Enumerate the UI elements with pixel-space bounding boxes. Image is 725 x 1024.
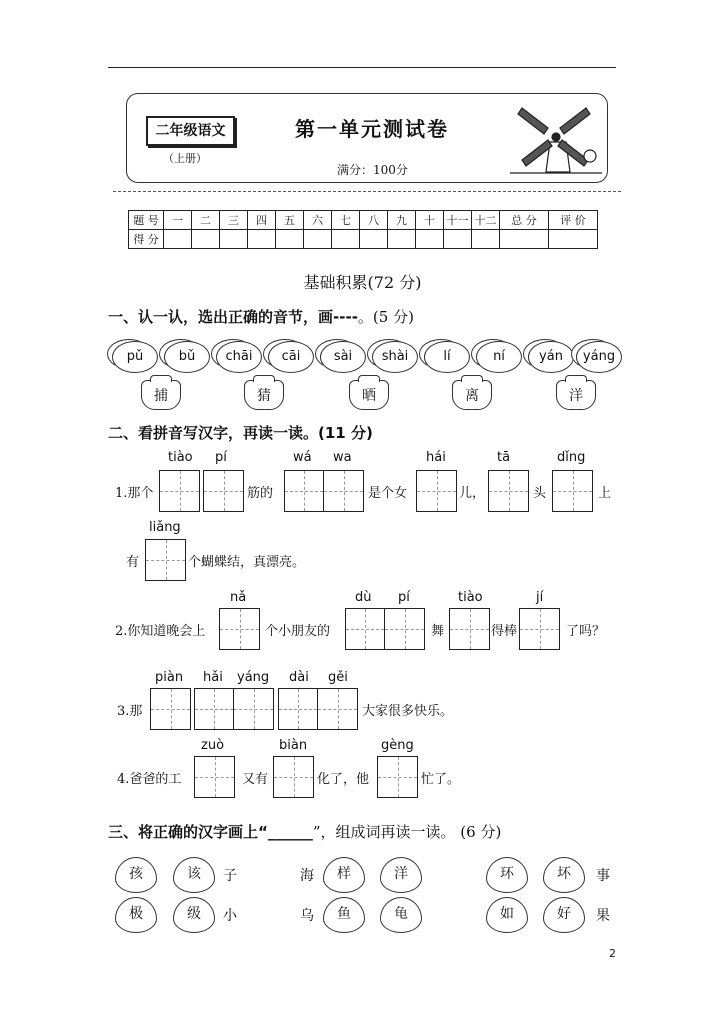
word-suffix: 子 [223, 868, 237, 884]
heart-choice[interactable]: 极 [115, 897, 157, 933]
windmill-blade [518, 108, 548, 134]
syllable-cloud[interactable]: yáng [576, 341, 622, 373]
pinyin: hǎi [203, 670, 223, 685]
heart-choice[interactable]: 孩 [115, 857, 157, 893]
score-cell[interactable] [360, 230, 388, 249]
score-cell[interactable] [444, 230, 472, 249]
character-pot: 猜 [244, 380, 284, 410]
score-cell[interactable] [549, 230, 598, 249]
pinyin: gěi [328, 670, 348, 685]
heart-choice[interactable]: 洋 [380, 857, 422, 893]
pinyin: jí [536, 590, 544, 605]
heart-choice[interactable]: 如 [486, 897, 528, 933]
tianzige-cell[interactable] [285, 471, 324, 511]
score-table-header-row [129, 211, 598, 230]
syllable-cloud[interactable]: yán [528, 341, 574, 373]
q1-title-text: 一、认一认，选出正确的音节，画 [108, 308, 334, 326]
character-pot: 晒 [349, 380, 389, 410]
syllable-cloud[interactable]: lí [424, 341, 470, 373]
word-prefix: 海 [300, 868, 314, 884]
tianzige-cell[interactable] [318, 689, 357, 729]
pinyin: dài [289, 670, 309, 685]
pinyin: dù [355, 590, 372, 605]
heart-choice[interactable]: 龟 [380, 897, 422, 933]
tianzige-cell[interactable] [553, 471, 592, 511]
score-cell[interactable] [332, 230, 360, 249]
pinyin: piàn [155, 670, 184, 685]
tianzige-cell[interactable] [234, 689, 273, 729]
score-cell[interactable] [388, 230, 416, 249]
writing-box[interactable] [449, 608, 490, 650]
table-cell: 八 [360, 211, 388, 230]
sentence-text: 了吗？ [566, 624, 606, 639]
pinyin: tiào [168, 450, 193, 465]
heart-choice[interactable]: 该 [173, 857, 215, 893]
q3-title-end: ”，组成词再读一读。 (6 分) [312, 823, 502, 841]
windmill-blade [560, 108, 590, 134]
section-title: 基础积累(72 分) [303, 273, 422, 292]
writing-box[interactable] [194, 756, 235, 798]
tianzige-cell[interactable] [220, 609, 259, 649]
page-number: 2 [609, 947, 616, 960]
writing-box[interactable] [145, 539, 186, 581]
table-cell: 五 [276, 211, 304, 230]
writing-box[interactable] [519, 608, 560, 650]
q2-title: 二、看拼音写汉字，再读一读。(11 分) [108, 424, 373, 442]
tianzige-cell[interactable] [160, 471, 199, 511]
score-cell[interactable] [500, 230, 549, 249]
pinyin: pí [398, 590, 410, 605]
table-cell: 十二 [472, 211, 500, 230]
syllable-cloud[interactable]: shài [372, 341, 418, 373]
writing-box[interactable] [150, 688, 191, 730]
windmill-illustration [510, 98, 602, 178]
sentence-text: 又有 [242, 772, 269, 787]
semester-label: （上册） [163, 152, 207, 165]
writing-box[interactable] [219, 608, 260, 650]
syllable-cloud[interactable]: sài [320, 341, 366, 373]
table-cell: 题 号 [129, 211, 164, 230]
writing-box[interactable] [278, 688, 358, 730]
q3-title-text: 三、将正确的汉字画上“ [108, 823, 268, 841]
dotted-divider [113, 191, 621, 192]
tianzige-cell[interactable] [378, 757, 417, 797]
word-suffix: 事 [596, 868, 610, 884]
score-cell[interactable] [276, 230, 304, 249]
score-cell[interactable] [192, 230, 220, 249]
sentence-text: 个小朋友的 [265, 624, 331, 639]
tianzige-cell[interactable] [489, 471, 528, 511]
score-cell[interactable] [248, 230, 276, 249]
sentence-text: 上 [598, 486, 612, 501]
table-cell: 六 [304, 211, 332, 230]
table-cell: 得 分 [129, 230, 164, 249]
sentence-text: 3.那 [117, 704, 143, 719]
heart-choice[interactable]: 级 [173, 897, 215, 933]
tianzige-cell[interactable] [385, 609, 424, 649]
page-title: 第一单元测试卷 [295, 117, 449, 141]
score-cell[interactable] [416, 230, 444, 249]
score-table [128, 210, 598, 249]
table-cell: 九 [388, 211, 416, 230]
tianzige-cell[interactable] [204, 471, 243, 511]
heart-choice[interactable]: 好 [543, 897, 585, 933]
score-cell[interactable] [472, 230, 500, 249]
q1-title [108, 306, 414, 327]
syllable-cloud[interactable]: pǔ [112, 341, 158, 373]
sentence-text: 4.爸爸的工 [117, 772, 182, 787]
writing-box[interactable] [488, 470, 529, 512]
heart-choice[interactable]: 坏 [543, 857, 585, 893]
table-cell: 十一 [444, 211, 472, 230]
tianzige-cell[interactable] [417, 471, 456, 511]
table-cell: 四 [248, 211, 276, 230]
table-cell: 总 分 [500, 211, 549, 230]
table-cell: 三 [220, 211, 248, 230]
pinyin: yáng [237, 670, 270, 685]
writing-box[interactable] [194, 688, 274, 730]
windmill-hub [552, 133, 560, 141]
sentence-text: 头 [533, 486, 547, 501]
heart-choice[interactable]: 鱼 [323, 897, 365, 933]
pinyin: pí [215, 450, 227, 465]
word-suffix: 果 [596, 908, 610, 924]
pinyin: nǎ [230, 590, 247, 605]
pinyin: gèng [381, 738, 414, 753]
tianzige-cell[interactable] [151, 689, 190, 729]
tianzige-cell[interactable] [195, 757, 234, 797]
pinyin: hái [426, 450, 446, 465]
q3-title [108, 821, 501, 842]
syllable-cloud[interactable]: cāi [268, 341, 314, 373]
q3-blank-mark: ______ [267, 823, 313, 841]
writing-box[interactable] [552, 470, 593, 512]
score-table-score-row [129, 230, 598, 249]
word-suffix: 小 [223, 908, 237, 924]
pinyin: wá [293, 450, 312, 465]
word-prefix: 乌 [300, 908, 314, 924]
pinyin: liǎng [149, 520, 181, 535]
writing-box[interactable] [377, 756, 418, 798]
score-cell[interactable] [164, 230, 192, 249]
table-cell: 二 [192, 211, 220, 230]
pinyin: biàn [279, 738, 308, 753]
grade-badge: 二年级语文 [146, 116, 235, 146]
full-score: 满分：100分 [337, 163, 408, 177]
sentence-text: 个蝴蝶结，真漂亮。 [188, 555, 306, 570]
tianzige-cell[interactable] [274, 757, 313, 797]
tianzige-cell[interactable] [520, 609, 559, 649]
pinyin: zuò [201, 738, 225, 753]
sentence-text: 是个女 [368, 486, 408, 501]
tianzige-cell[interactable] [324, 471, 363, 511]
q1-underline-mark: ---- [333, 308, 358, 326]
tianzige-cell[interactable] [279, 689, 318, 729]
heart-choice[interactable]: 样 [323, 857, 365, 893]
writing-box[interactable] [159, 470, 200, 512]
table-cell: 十 [416, 211, 444, 230]
sentence-text: 化了，他 [317, 772, 370, 787]
writing-box[interactable] [284, 470, 364, 512]
tree-icon [584, 150, 596, 162]
pinyin: tā [497, 450, 511, 465]
score-cell[interactable] [220, 230, 248, 249]
score-cell[interactable] [304, 230, 332, 249]
pinyin: wa [333, 450, 352, 465]
tianzige-cell[interactable] [450, 609, 489, 649]
writing-box[interactable] [203, 470, 244, 512]
character-pot: 洋 [556, 380, 596, 410]
writing-box[interactable] [345, 608, 425, 650]
heart-choice[interactable]: 环 [486, 857, 528, 893]
syllable-cloud[interactable]: bǔ [164, 341, 210, 373]
tianzige-cell[interactable] [346, 609, 385, 649]
character-pot: 离 [452, 380, 492, 410]
character-pot: 捕 [141, 380, 181, 410]
writing-box[interactable] [416, 470, 457, 512]
sentence-text: 2.你知道晚会上 [115, 624, 206, 639]
writing-box[interactable] [273, 756, 314, 798]
syllable-cloud[interactable]: ní [476, 341, 522, 373]
pinyin: dǐng [557, 450, 586, 465]
pinyin: tiào [458, 590, 483, 605]
tianzige-cell[interactable] [146, 540, 185, 580]
table-cell: 七 [332, 211, 360, 230]
sentence-text: 忙了。 [421, 772, 461, 787]
table-cell: 一 [164, 211, 192, 230]
tianzige-cell[interactable] [195, 689, 234, 729]
top-rule [108, 67, 616, 68]
sentence-text: 筋的 [247, 486, 274, 501]
q1-title-end: 。(5 分) [357, 308, 414, 326]
sentence-text: 舞 [431, 624, 445, 639]
sentence-text: 儿， [459, 486, 486, 501]
syllable-cloud[interactable]: chāi [216, 341, 262, 373]
sentence-text: 1.那个 [115, 486, 154, 501]
table-cell: 评 价 [549, 211, 598, 230]
sentence-text: 大家很多快乐。 [362, 704, 454, 719]
sentence-text: 有 [126, 555, 140, 570]
sentence-text: 得棒 [491, 624, 518, 639]
